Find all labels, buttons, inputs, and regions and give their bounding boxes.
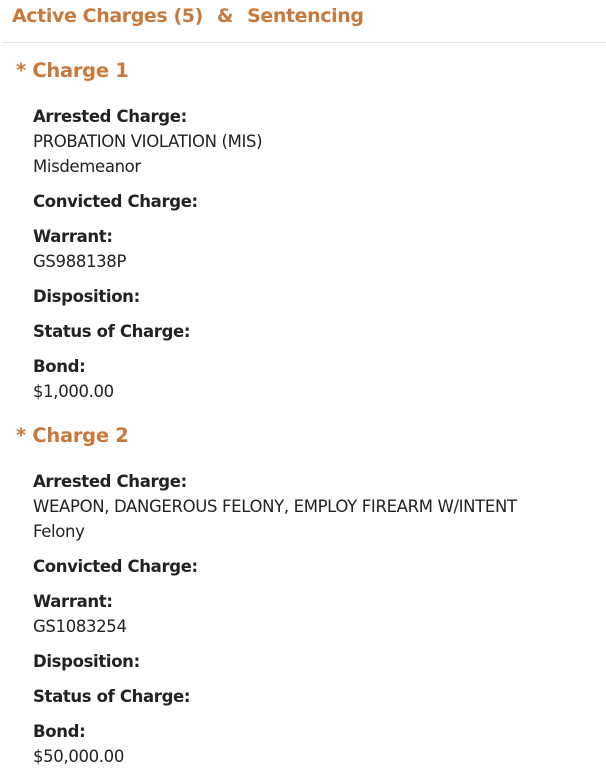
charge-class-value: Felony: [33, 522, 85, 541]
convicted-charge-label: Convicted Charge:: [33, 192, 198, 211]
charge-2-arrested-charge: [33, 469, 603, 544]
arrested-charge-label: Arrested Charge:: [33, 107, 187, 126]
header-separator: &: [216, 5, 234, 27]
warrant-value: GS988138P: [33, 252, 127, 271]
bond-label: Bond:: [33, 722, 86, 741]
arrested-charge-value: PROBATION VIOLATION (MIS): [33, 132, 263, 151]
charge-2-disposition: [33, 649, 603, 674]
bond-value: $50,000.00: [33, 747, 124, 766]
charges-header: [2, 0, 606, 43]
charge-1-bond: [33, 354, 603, 404]
arrested-charge-label: Arrested Charge:: [33, 472, 187, 491]
charge-1-convicted-charge: [33, 189, 603, 214]
bond-value: $1,000.00: [33, 382, 114, 401]
charge-1-arrested-charge: [33, 104, 603, 179]
charge-2-bond: [33, 719, 603, 769]
sentencing-link[interactable]: Sentencing: [247, 5, 364, 27]
warrant-value: GS1083254: [33, 617, 127, 636]
convicted-charge-label: Convicted Charge:: [33, 557, 198, 576]
charge-1-title[interactable]: * Charge 1: [16, 59, 129, 82]
charge-2-warrant: [33, 589, 603, 639]
status-of-charge-label: Status of Charge:: [33, 322, 191, 341]
charge-class-value: Misdemeanor: [33, 157, 141, 176]
disposition-label: Disposition:: [33, 287, 140, 306]
active-charges-link[interactable]: Active Charges (5): [12, 5, 203, 27]
warrant-label: Warrant:: [33, 592, 113, 611]
charge-2-title[interactable]: * Charge 2: [16, 424, 129, 447]
charge-2-status: [33, 684, 603, 709]
status-of-charge-label: Status of Charge:: [33, 687, 191, 706]
charge-2-convicted-charge: [33, 554, 603, 579]
warrant-label: Warrant:: [33, 227, 113, 246]
charges-header-links: [12, 5, 364, 27]
bond-label: Bond:: [33, 357, 86, 376]
arrested-charge-value: WEAPON, DANGEROUS FELONY, EMPLOY FIREARM W/INTENT: [33, 497, 517, 516]
charge-1-disposition: [33, 284, 603, 309]
disposition-label: Disposition:: [33, 652, 140, 671]
charge-1-status: [33, 319, 603, 344]
charge-1-warrant: [33, 224, 603, 274]
